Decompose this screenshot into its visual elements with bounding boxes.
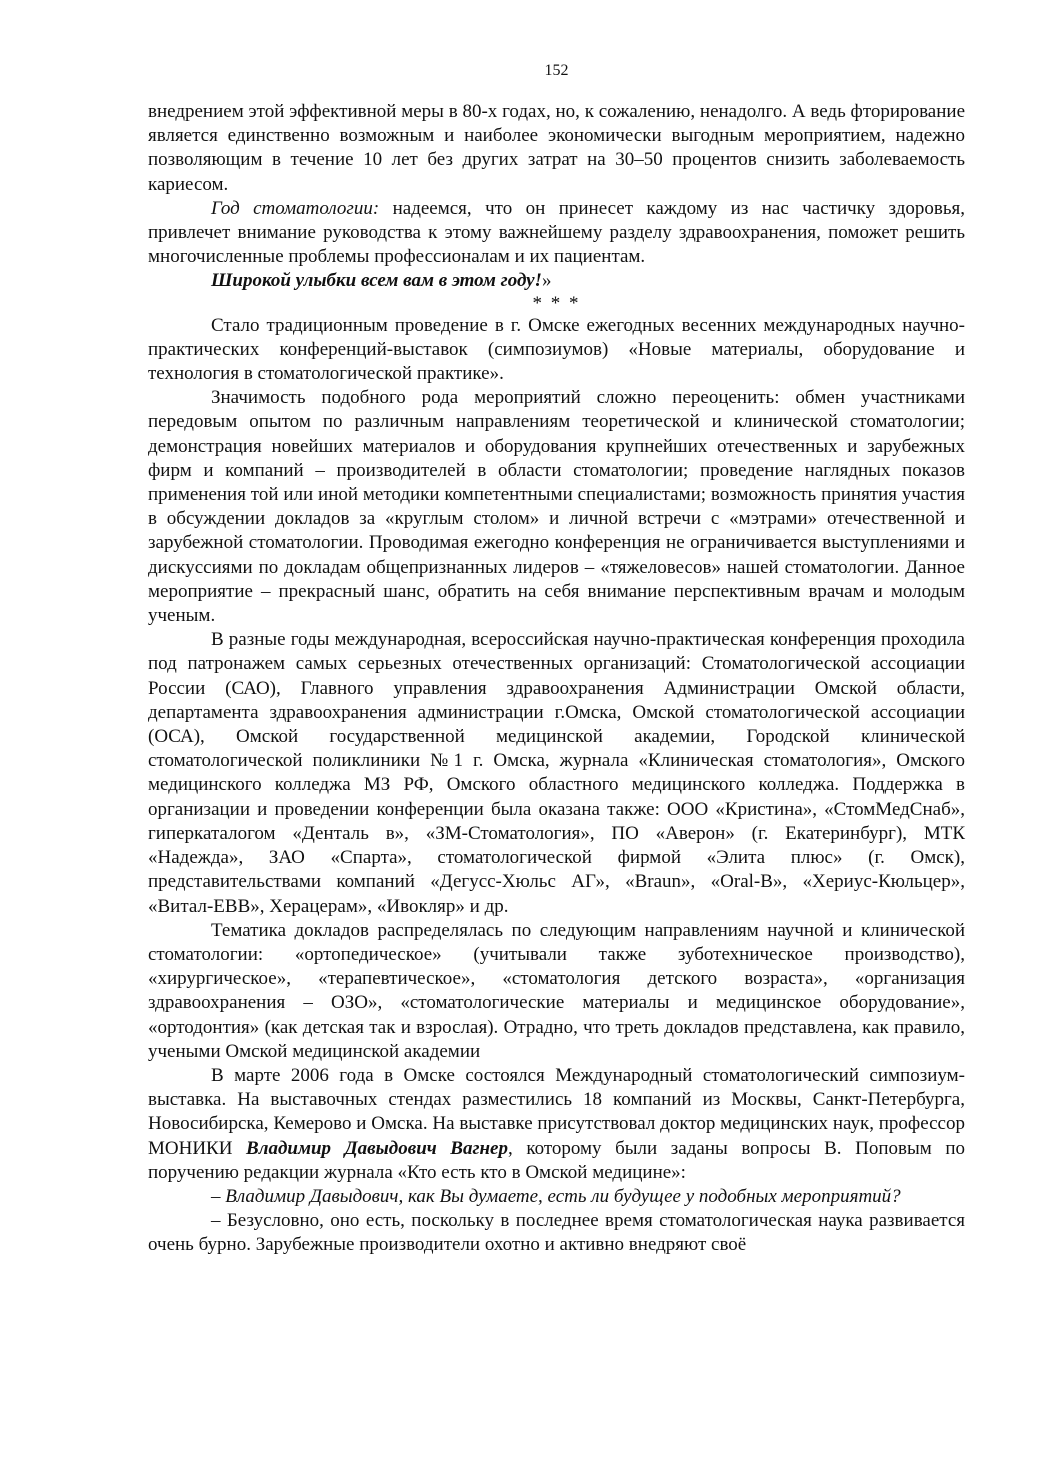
paragraph-patronage: В разные годы международная, всероссийская научно-практическая конференция проходила под патронажем самых серьезных отечественных организаций: Стоматологической ассоциации России (САО), Главного управления здравоохранения Администрации Омской области, департамента здравоохранения администрации г.Омска, Омской стоматологической ассоциации (ОСА), Омской государственной медицинской академии, Городской клинической стоматологической поликлиники №1 г. Омска, журнала «Клиническая стоматология», Омского медицинского колледжа МЗ РФ, Омского областного медицинского колледжа. Поддержка в организации и проведении конференции была оказана также: ООО «Кристина», «СтомМедСнаб», гиперкаталогом «Денталь в», «ЗМ-Стоматология», ПО «Аверон» (г. Екатеринбург), МТК «Надежда», ЗАО «Спарта», стоматологической фирмой «Элита плюс» (г. Омск), представительствами компаний «Дегусс-Хюльс АГ», «Braun», «Oral-B», «Хериус-Кюльцер», «Витал-ЕВВ», Херацерам», «Ивокляр» и др. [148, 629, 965, 917]
interview-answer: – Безусловно, оно есть, поскольку в последнее время стоматологическая наука развивается очень бурно. Зарубежные производители охотно и активно внедряют своё [148, 1210, 965, 1256]
paragraph-wishes [148, 269, 965, 293]
interview-question: – Владимир Давыдович, как Вы думаете, есть ли будущее у подобных мероприятий? [211, 1185, 901, 1207]
wishes-tail: » [541, 270, 552, 292]
paragraph-march-2006 [148, 1064, 965, 1185]
paragraph-fluoridation: внедрением этой эффективной меры в 80-х годах, но, к сожалению, ненадолго. А ведь фторирование является единственно возможным и наиболее экономически выгодным мероприятием, надежно позволяющим в течение 10 лет без других затрат на 30–50 процентов снизить заболеваемость кариесом. [148, 101, 965, 195]
year-of-dentistry-lead: Год стоматологии: [211, 197, 380, 219]
march-text-after: , которому были заданы вопросы В. Поповым по поручению редакции журнала «Кто есть кто в Омской медицине»: [148, 1137, 965, 1183]
section-separator: * * * [532, 292, 581, 314]
page-number: 152 [544, 62, 569, 79]
march-text-before: В марте 2006 года в Омске состоялся Международный стоматологический симпозиум-выставка. На выставочных стендах разместились 18 компаний из Москвы, Санкт-Петербурга, Новосибирска, Кемерово и Омска. На выставке присутствовал доктор медицинских наук, профессор МОНИКИ [148, 1064, 965, 1159]
wishes-bold-italic: Широкой улыбки всем вам в этом году! [211, 270, 542, 292]
paragraph-topics: Тематика докладов распределялась по следующим направлениям научной и клинической стоматологии: «ортопедическое» (учитывали также зуботехническое производство), «хирургическое», «терапевтическое», «стоматология детского возраста», «организация здравоохранения – ОЗО», «стоматологические материалы и медицинское оборудование», «ортодонтия» (как детская так и взрослая). Отрадно, что треть докладов представлена, как правило, учеными Омской медицинской академии [148, 919, 965, 1062]
paragraph-conference-tradition: Стало традиционным проведение в г. Омске ежегодных весенних международных научно-практических конференций-выставок (симпозиумов) «Новые материалы, оборудование и технология в стоматологической практике». [148, 314, 965, 385]
document-page [148, 60, 965, 1258]
paragraph-year-of-dentistry [148, 197, 965, 270]
person-name: Владимир Давыдович Вагнер [246, 1137, 508, 1159]
year-of-dentistry-text: надеемся, что он принесет каждому из нас частичку здоровья, привлечет внимание руководства к этому важнейшему разделу здравоохранения, поможет решить многочисленные проблемы профессионалам и их пациентам. [148, 197, 965, 268]
paragraph-significance: Значимость подобного рода мероприятий сложно переоценить: обмен участниками передовым опытом по различным направлениям теоретической и клинической стоматологии; демонстрация новейших материалов и оборудования крупнейших отечественных и зарубежных фирм и компаний – производителей в области стоматологии; проведение наглядных показов применения той или иной методики компетентными специалистами; возможность принятия участия в обсуждении докладов за «круглым столом» и личной встречи с «мэтрами» отечественной и зарубежной стоматологии. Проводимая ежегодно конференция не ограничивается выступлениями и дискуссиями по докладам общепризнанных лидеров – «тяжеловесов» нашей стоматологии. Данное мероприятие – прекрасный шанс, обратить на себя внимание перспективным врачам и молодым ученым. [148, 387, 965, 627]
